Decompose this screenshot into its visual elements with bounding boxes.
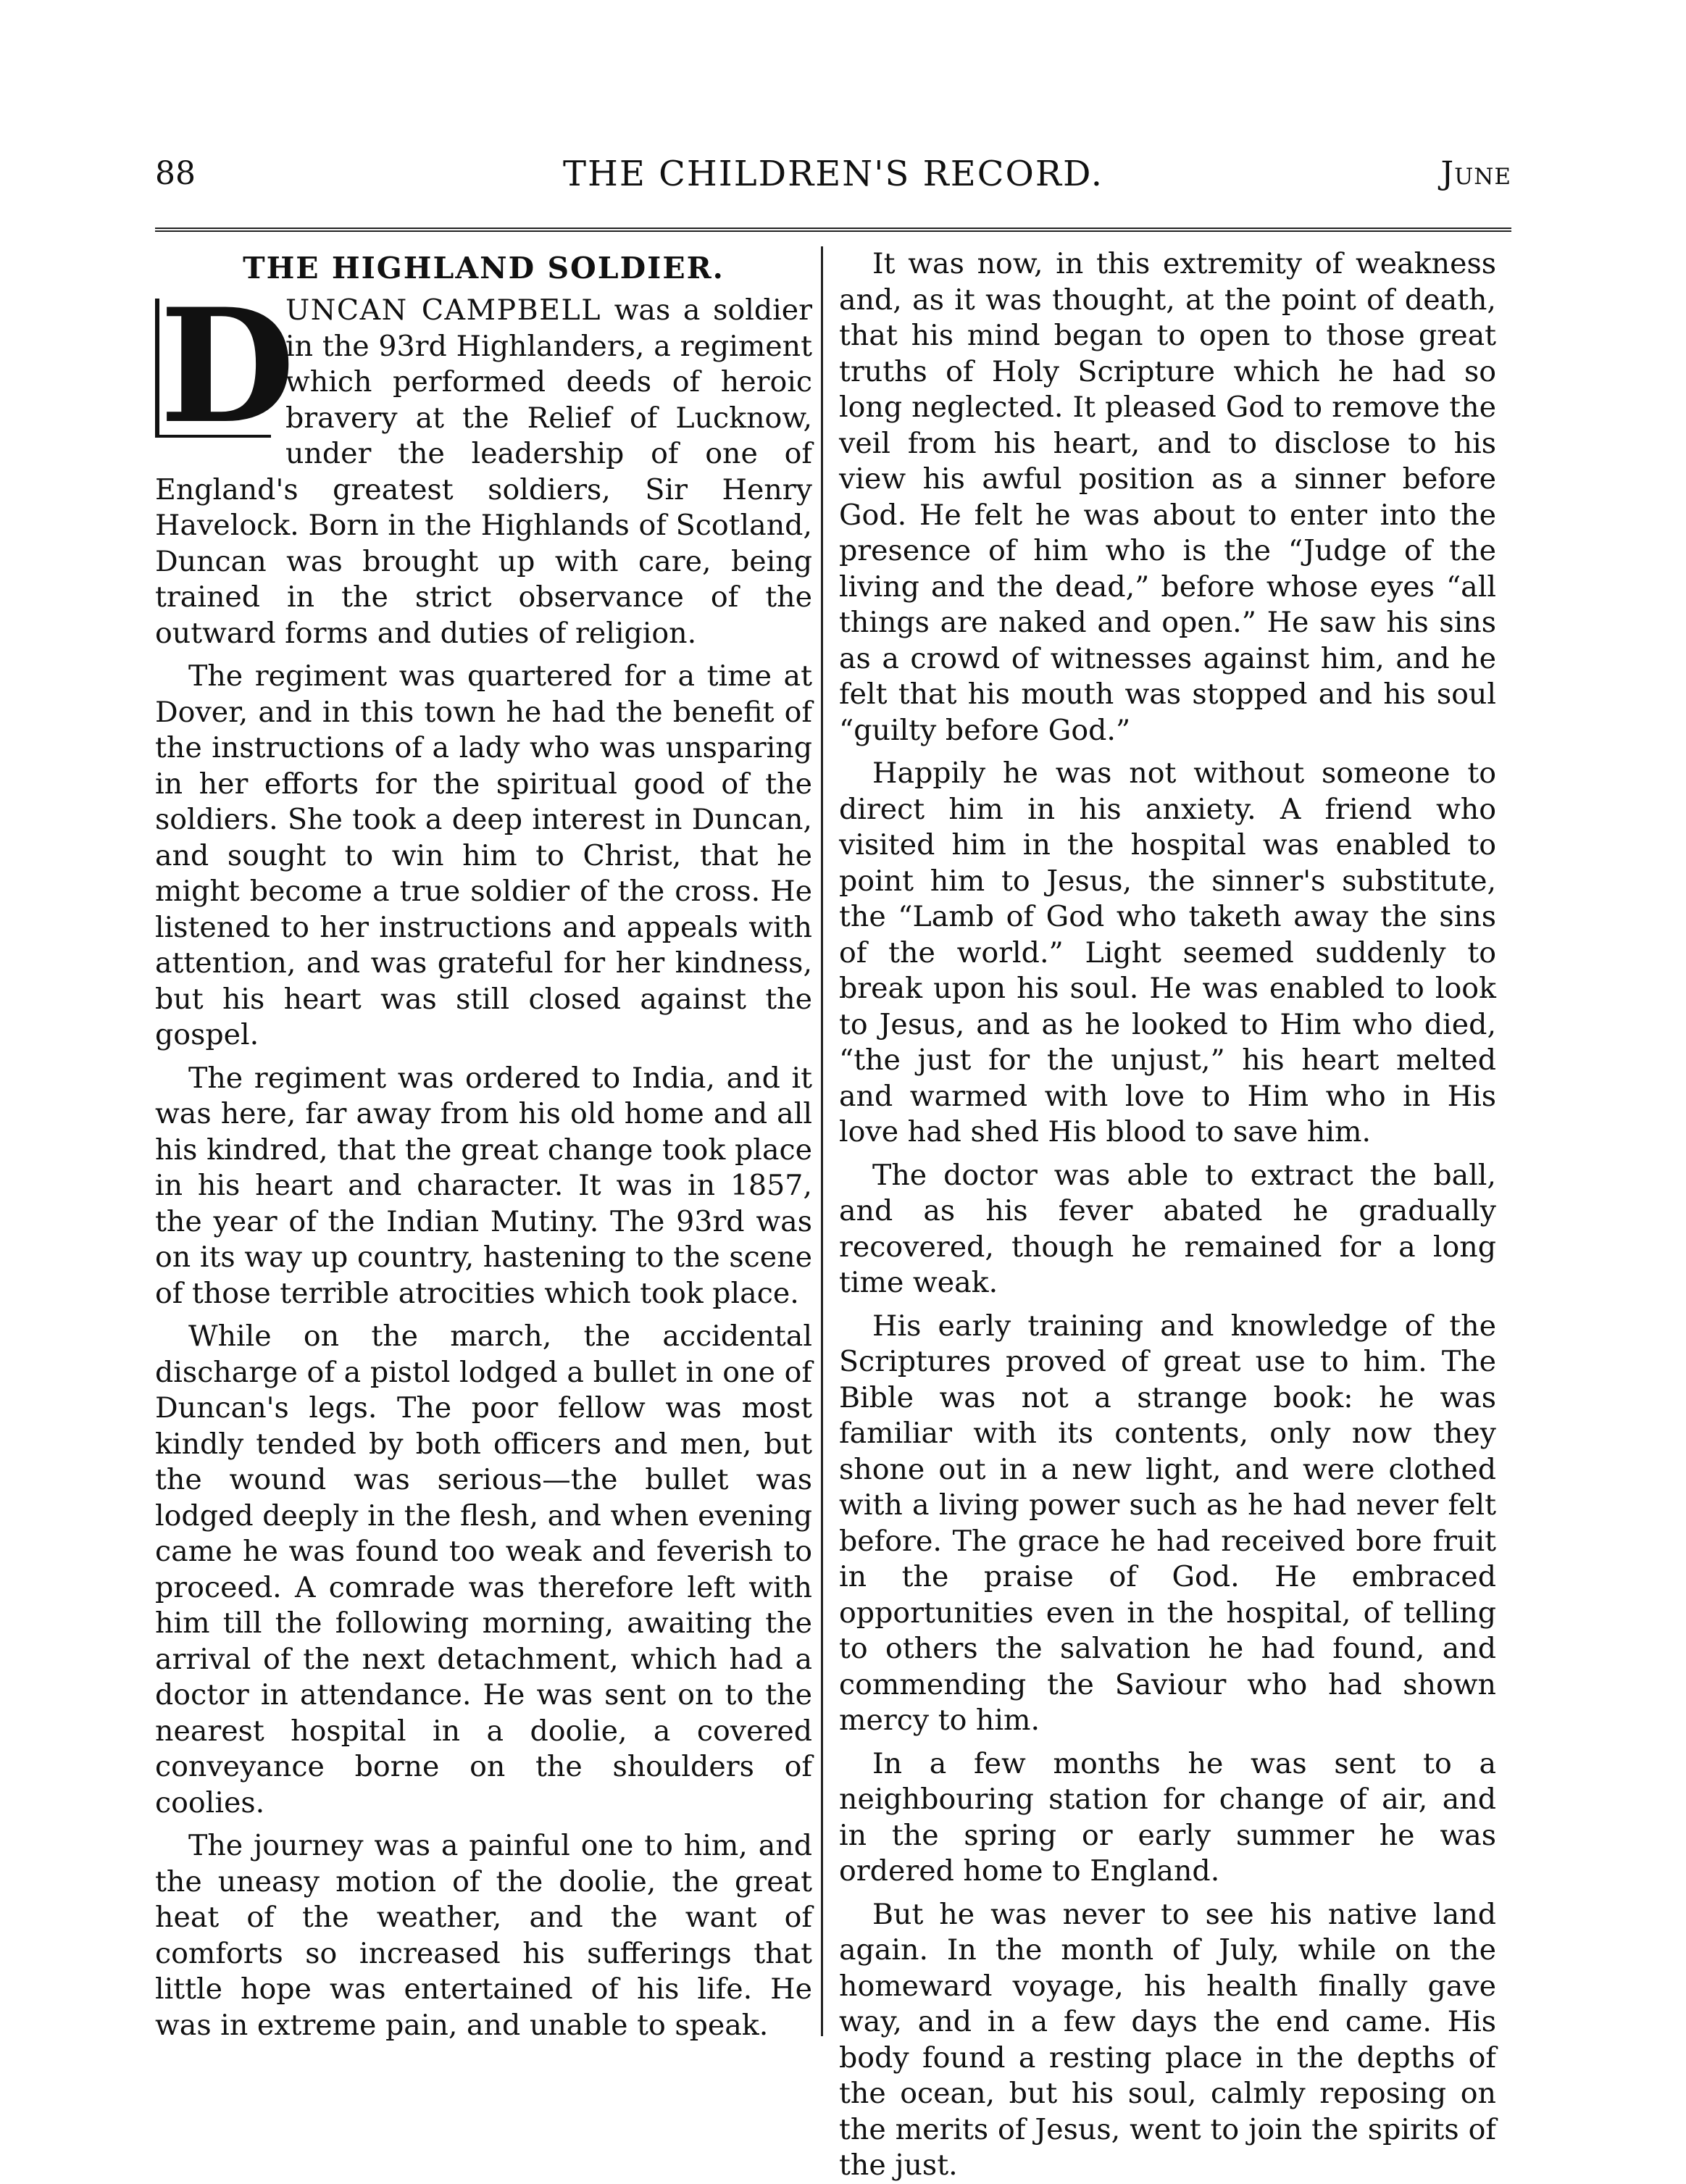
lead-text: was a soldier in the 93rd Highlanders, a regiment which performed deeds of heroic bravery at the Relief of Lucknow, under the leadership of one of England's greatest soldiers, Sir Henry Havelock. Born in the Highlands of Scotland, Duncan was brought up with care, being trained in the strict observance of the outward forms and duties of religion. bbox=[155, 293, 812, 650]
column-divider bbox=[821, 246, 823, 2036]
paragraph: It was now, in this extremity of weakness and, as it was thought, at the point of death, that his mind began to open to those great truths of Holy Scripture which he had so long neglected. It pleased God to remove the veil from his heart, and to disclose to his view his awful position as a sinner before God. He felt he was about to enter into the presence of him who is the “Judge of the living and the dead,” before whose eyes “all things are naked and open.” He saw his sins as a crowd of witnesses against him, and he felt that his mouth was stopped and his soul “guilty before God.” bbox=[839, 247, 1496, 747]
article-title: THE HIGHLAND SOLDIER. bbox=[243, 251, 725, 285]
page-number: 88 bbox=[155, 155, 196, 192]
paragraph: Happily he was not without someone to direct him in his anxiety. A friend who visited him in the hospital was enabled to point him to Jesus, the sinner's substitute, the “Lamb of God who taketh away the sins of the world.” Light seemed suddenly to break upon his soul. He was enabled to look to Jesus, and as he looked to Him who died, “the just for the unjust,” his heart melted and warmed with love to Him who in His love had shed His blood to save him. bbox=[839, 757, 1496, 1149]
lead-caps: UNCAN CAMPBELL bbox=[285, 293, 601, 327]
paragraph: The journey was a painful one to him, and the uneasy motion of the doolie, the great heat of the weather, and the want of comforts so increased his sufferings that little hope was entertained of his life. He was in extreme pain, and unable to speak. bbox=[155, 1829, 812, 2042]
right-column bbox=[839, 246, 1496, 2184]
running-header bbox=[155, 152, 1511, 203]
paragraph: His early training and knowledge of the Scriptures proved of great use to him. The Bible was not a strange book: he was familiar with its contents, only now they shone out in a new light, and were clothed with a living power such as he had never felt before. The grace he had received bore fruit in the praise of God. He embraced opportunities even in the hospital, of telling to others the salvation he had found, and commending the Saviour who had shown mercy to him. bbox=[839, 1309, 1496, 1737]
paragraph: In a few months he was sent to a neighbouring station for change of air, and in the spring or early summer he was ordered home to England. bbox=[839, 1746, 1496, 1888]
paragraph: The regiment was ordered to India, and it was here, far away from his old home and all his kindred, that the great change took place in his heart and character. It was in 1857, the year of the Indian Mutiny. The 93rd was on its way up country, hastening to the scene of those terrible atrocities which took place. bbox=[155, 1061, 812, 1310]
left-column bbox=[155, 246, 812, 2043]
header-rule bbox=[155, 228, 1511, 232]
paragraph: The doctor was able to extract the ball, and as his fever abated he gradually recovered, though he remained for a long time weak. bbox=[839, 1158, 1496, 1299]
journal-title: THE CHILDREN'S RECORD. bbox=[562, 154, 1104, 194]
lead-paragraph bbox=[155, 274, 812, 651]
issue-month: June bbox=[1440, 155, 1511, 192]
drop-cap: D bbox=[155, 299, 271, 438]
paragraph: But he was never to see his native land again. In the month of July, while on the homeward voyage, his health finally gave way, and in a few days the end came. His body found a resting place in the depths of the ocean, but his soul, calmly reposing on the merits of Jesus, went to join the spirits of the just. bbox=[839, 1897, 1496, 2182]
paragraph: The regiment was quartered for a time at Dover, and in this town he had the benefit of the instructions of a lady who was unsparing in her efforts for the spiritual good of the soldiers. She took a deep interest in Duncan, and sought to win him to Christ, that he might become a true soldier of the cross. He listened to her instructions and appeals with attention, and was grateful for her kindness, but his heart was still closed against the gospel. bbox=[155, 659, 812, 1051]
paragraph: While on the march, the accidental discharge of a pistol lodged a bullet in one of Duncan's legs. The poor fellow was most kindly tended by both officers and men, but the wound was serious—the bullet was lodged deeply in the flesh, and when evening came he was found too weak and feverish to proceed. A comrade was therefore left with him till the following morning, awaiting the arrival of the next detachment, which had a doctor in attendance. He was sent on to the nearest hospital in a doolie, a covered conveyance borne on the shoulders of coolies. bbox=[155, 1320, 812, 1820]
